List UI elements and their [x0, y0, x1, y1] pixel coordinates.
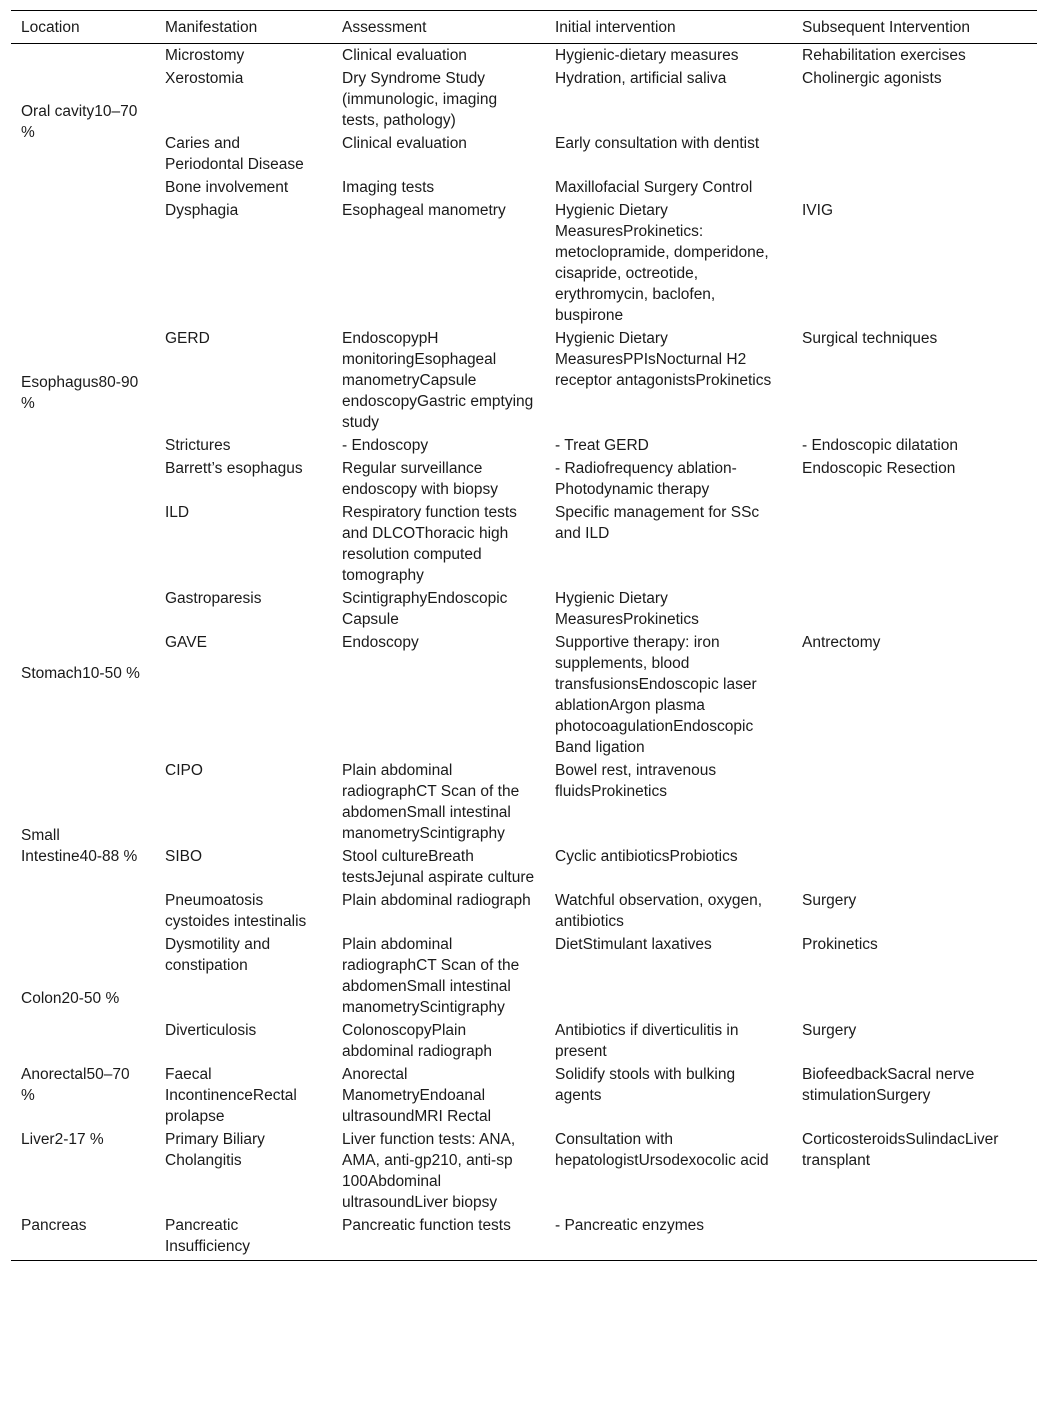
subsequent-intervention-cell: Prokinetics: [802, 936, 878, 953]
assessment-cell: EndoscopypH monitoringEsophageal manometryCapsule endoscopyGastric emptying study: [342, 330, 534, 431]
subsequent-intervention-cell: - Endoscopic dilatation: [802, 437, 958, 454]
manifestation-cell: Primary Biliary Cholangitis: [165, 1131, 265, 1169]
assessment-cell: ColonoscopyPlain abdominal radiograph: [342, 1022, 492, 1060]
table-row: [11, 199, 1037, 327]
assessment-cell: Stool cultureBreath testsJejunal aspirate culture: [342, 848, 535, 886]
subsequent-intervention-cell: Surgical techniques: [802, 330, 938, 347]
manifestation-cell: Pneumoatosis cystoides intestinalis: [165, 892, 307, 930]
location-cell: Anorectal50–70 %: [21, 1066, 130, 1104]
initial-intervention-cell: Antibiotics if diverticulitis in present: [555, 1022, 739, 1060]
assessment-cell: Imaging tests: [342, 179, 435, 196]
subsequent-intervention-cell: [792, 1214, 1037, 1261]
assessment-cell: Plain abdominal radiograph: [342, 892, 531, 909]
table-row: [11, 587, 1037, 631]
subsequent-intervention-cell: Endoscopic Resection: [802, 460, 956, 477]
manifestation-cell: CIPO: [165, 762, 203, 779]
subsequent-intervention-cell: Cholinergic agonists: [802, 70, 942, 87]
manifestation-cell: Microstomy: [165, 47, 245, 64]
table-row: [11, 631, 1037, 759]
initial-intervention-cell: Hygienic Dietary MeasuresProkinetics: [555, 590, 699, 628]
initial-intervention-cell: Watchful observation, oxygen, antibiotics: [555, 892, 763, 930]
table-body: [11, 44, 1037, 1261]
header-manifestation: Manifestation: [155, 11, 332, 44]
initial-intervention-cell: Hydration, artificial saliva: [555, 70, 727, 87]
header-initial-intervention: Initial intervention: [545, 11, 792, 44]
subsequent-intervention-cell: [792, 587, 1037, 631]
assessment-cell: Liver function tests: ANA, AMA, anti-gp210, anti-sp 100Abdominal ultrasoundLiver biopsy: [342, 1131, 516, 1211]
subsequent-intervention-cell: [792, 176, 1037, 199]
manifestation-cell: Pancreatic Insufficiency: [155, 1214, 332, 1261]
manifestation-cell: SIBO: [165, 848, 203, 865]
assessment-cell: Clinical evaluation: [342, 47, 467, 64]
subsequent-intervention-cell: Antrectomy: [802, 634, 881, 651]
initial-intervention-cell: Supportive therapy: iron supplements, blood transfusionsEndoscopic laser ablationArgon plasma photocoagulationEndoscopic Band ligation: [555, 634, 757, 756]
initial-intervention-cell: DietStimulant laxatives: [555, 936, 712, 953]
assessment-cell: - Endoscopy: [342, 437, 429, 454]
table-row: [11, 132, 1037, 176]
table-row: [11, 845, 1037, 889]
header-location: Location: [11, 11, 155, 44]
table-row: [11, 457, 1037, 501]
initial-intervention-cell: Bowel rest, intravenous fluidsProkinetics: [555, 762, 717, 800]
table-row: [11, 933, 1037, 1019]
location-cell: Liver2-17 %: [21, 1131, 104, 1148]
manifestation-cell: Xerostomia: [165, 70, 244, 87]
table-header: [11, 11, 1037, 44]
location-cell: Colon20-50 %: [21, 989, 120, 1007]
header-assessment: Assessment: [332, 11, 545, 44]
table-row: [11, 434, 1037, 457]
initial-intervention-cell: Hygienic Dietary MeasuresPPIsNocturnal H2 receptor antagonistsProkinetics: [555, 330, 772, 389]
assessment-cell: Pancreatic function tests: [332, 1214, 545, 1261]
assessment-cell: Anorectal ManometryEndoanal ultrasoundMRI Rectal: [342, 1066, 492, 1125]
manifestation-cell: Bone involvement: [165, 179, 289, 196]
assessment-cell: Dry Syndrome Study (immunologic, imaging tests, pathology): [342, 70, 498, 129]
table-row: [11, 44, 1037, 68]
table-row: [11, 1019, 1037, 1063]
header-row: [11, 11, 1037, 44]
manifestation-cell: Dysphagia: [165, 202, 239, 219]
manifestation-cell: ILD: [165, 504, 190, 521]
initial-intervention-cell: Hygienic-dietary measures: [555, 47, 739, 64]
ssc-gi-management-table: [11, 10, 1037, 1261]
initial-intervention-cell: - Radiofrequency ablation- Photodynamic therapy: [555, 460, 737, 498]
initial-intervention-cell: Early consultation with dentist: [555, 135, 760, 152]
manifestation-cell: Strictures: [165, 437, 231, 454]
manifestation-cell: Dysmotility and constipation: [165, 936, 271, 974]
assessment-cell: Esophageal manometry: [342, 202, 506, 219]
subsequent-intervention-cell: [792, 759, 1037, 845]
location-cell: Oral cavity10–70 %: [21, 102, 138, 141]
location-cell: Esophagus80-90 %: [21, 374, 139, 412]
manifestation-cell: Faecal IncontinenceRectal prolapse: [165, 1066, 297, 1125]
table-row: [11, 1214, 1037, 1261]
location-cell: Pancreas: [11, 1214, 155, 1261]
subsequent-intervention-cell: BiofeedbackSacral nerve stimulationSurgery: [802, 1066, 975, 1104]
table-container: [11, 10, 1037, 1261]
initial-intervention-cell: Solidify stools with bulking agents: [555, 1066, 736, 1104]
assessment-cell: ScintigraphyEndoscopic Capsule: [342, 590, 508, 628]
location-cell: Small Intestine40-88 %: [21, 827, 138, 865]
table-row: [11, 501, 1037, 587]
table-row: [11, 176, 1037, 199]
assessment-cell: Regular surveillance endoscopy with biopsy: [342, 460, 498, 498]
manifestation-cell: Diverticulosis: [165, 1022, 257, 1039]
assessment-cell: Plain abdominal radiographCT Scan of the abdomenSmall intestinal manometryScintigraphy: [342, 936, 520, 1016]
assessment-cell: Plain abdominal radiographCT Scan of the abdomenSmall intestinal manometryScintigraphy: [342, 762, 520, 842]
initial-intervention-cell: - Pancreatic enzymes: [545, 1214, 792, 1261]
manifestation-cell: Caries and Periodontal Disease: [165, 135, 304, 173]
subsequent-intervention-cell: Surgery: [802, 1022, 857, 1039]
manifestation-cell: Barrett’s esophagus: [165, 460, 303, 477]
assessment-cell: Endoscopy: [342, 634, 419, 651]
table-row: [11, 67, 1037, 132]
initial-intervention-cell: Hygienic Dietary MeasuresProkinetics: metoclopramide, domperidone, cisapride, octreotide, erythromycin, baclofen, buspirone: [555, 202, 769, 324]
header-subsequent-intervention: Subsequent Intervention: [792, 11, 1037, 44]
manifestation-cell: GAVE: [165, 634, 207, 651]
table-row: [11, 889, 1037, 933]
manifestation-cell: GERD: [165, 330, 210, 347]
subsequent-intervention-cell: [792, 132, 1037, 176]
initial-intervention-cell: Cyclic antibioticsProbiotics: [555, 848, 738, 865]
manifestation-cell: Gastroparesis: [165, 590, 262, 607]
subsequent-intervention-cell: Rehabilitation exercises: [802, 47, 966, 64]
assessment-cell: Clinical evaluation: [342, 135, 467, 152]
subsequent-intervention-cell: CorticosteroidsSulindacLiver transplant: [802, 1131, 999, 1169]
table-row: [11, 1063, 1037, 1128]
table-row: [11, 327, 1037, 434]
subsequent-intervention-cell: IVIG: [802, 202, 834, 219]
subsequent-intervention-cell: [792, 501, 1037, 587]
location-cell: Stomach10-50 %: [21, 664, 140, 682]
initial-intervention-cell: Specific management for SSc and ILD: [555, 504, 760, 542]
table-row: [11, 1128, 1037, 1214]
table-row: [11, 759, 1037, 845]
subsequent-intervention-cell: [792, 845, 1037, 889]
assessment-cell: Respiratory function tests and DLCOThoracic high resolution computed tomography: [342, 504, 517, 584]
initial-intervention-cell: Consultation with hepatologistUrsodexocolic acid: [555, 1131, 769, 1169]
initial-intervention-cell: - Treat GERD: [555, 437, 649, 454]
initial-intervention-cell: Maxillofacial Surgery Control: [555, 179, 753, 196]
subsequent-intervention-cell: Surgery: [802, 892, 857, 909]
